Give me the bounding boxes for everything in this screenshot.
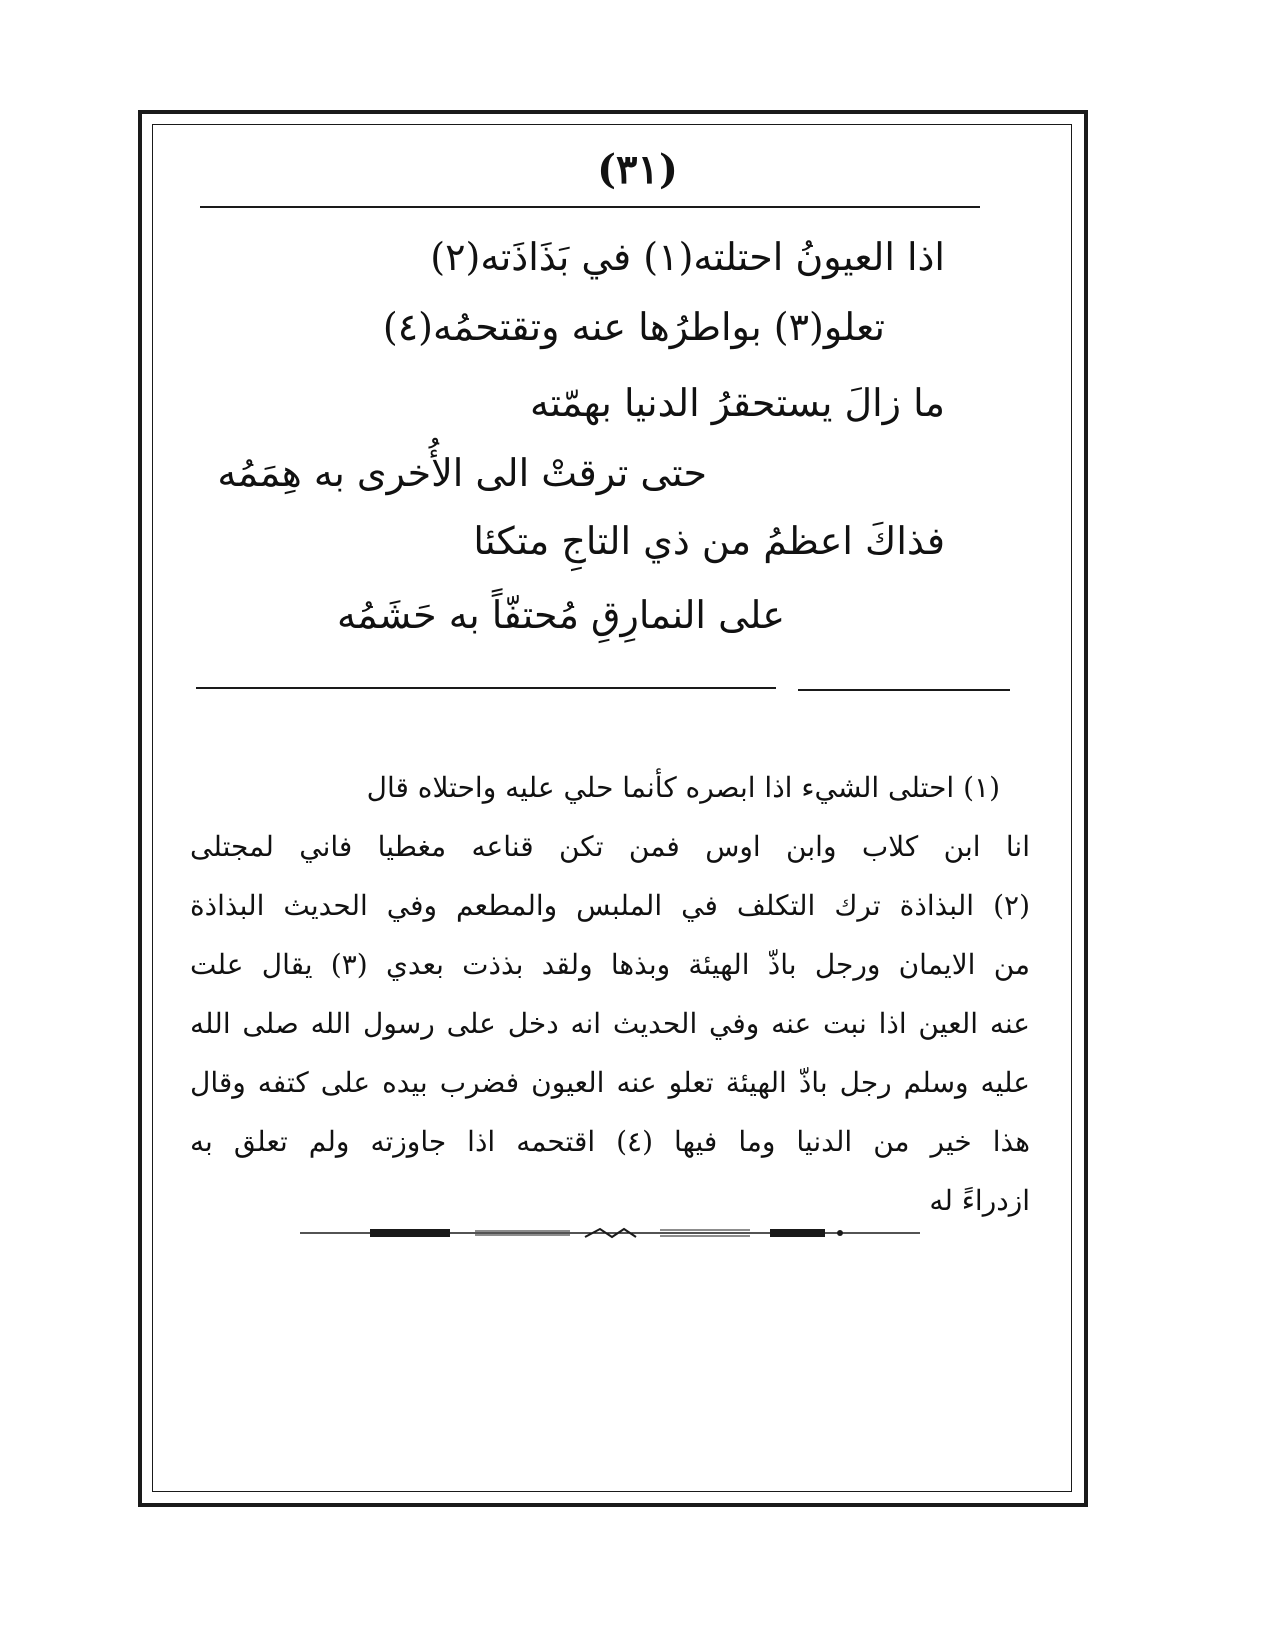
verse-line-3: ما زالَ يستحقرُ الدنيا بهمّته [529,381,945,425]
footnote-line-7: هذا خير من الدنيا وما فيها (٤) اقتحمه اذا جاوزته ولم تعلق به [190,1125,1030,1158]
footnote-line-5: عنه العين اذا نبت عنه وفي الحديث انه دخل على رسول الله صلى الله [190,1007,1030,1040]
footnote-separator-left [196,687,776,689]
footnote-line-1: (١) احتلى الشيء اذا ابصره كأنما حلي عليه واحتلاه قال [366,771,1000,804]
footnote-line-2: انا ابن كلاب وابن اوس فمن تكن قناعه مغطيا فاني لمجتلى [190,830,1030,863]
ornamental-divider [300,1226,920,1240]
footnote-line-4: من الايمان ورجل باذّ الهيئة وبذها ولقد بذذت بعدي (٣) يقال علت [190,948,1031,981]
page-number: (٣١) [597,146,678,193]
verse-line-2: تعلو(٣) بواطرُها عنه وتقتحمُه(٤) [382,305,885,349]
verse-line-6: على النمارِقِ مُحتفّاً به حَشَمُه [336,593,785,637]
verse-line-4: حتى ترقتْ الى الأُخرى به هِمَمُه [217,451,707,495]
footnote-line-3: (٢) البذاذة ترك التكلف في الملبس والمطعم وفي الحديث البذاذة [190,889,1030,922]
verse-line-5: فذاكَ اعظمُ من ذي التاجِ متكئا [473,519,945,563]
verse-line-1: اذا العيونُ احتلته(١) في بَذَاذَته(٢) [430,235,945,279]
footnote-line-8: ازدراءً له [929,1184,1030,1217]
footnote-line-6: عليه وسلم رجل باذّ الهيئة تعلو عنه العيون فضرب بيده على كتفه وقال [190,1066,1030,1099]
footnotes-block [190,758,1030,1230]
header-rule [200,206,980,208]
footnote-separator-right [798,689,1010,691]
